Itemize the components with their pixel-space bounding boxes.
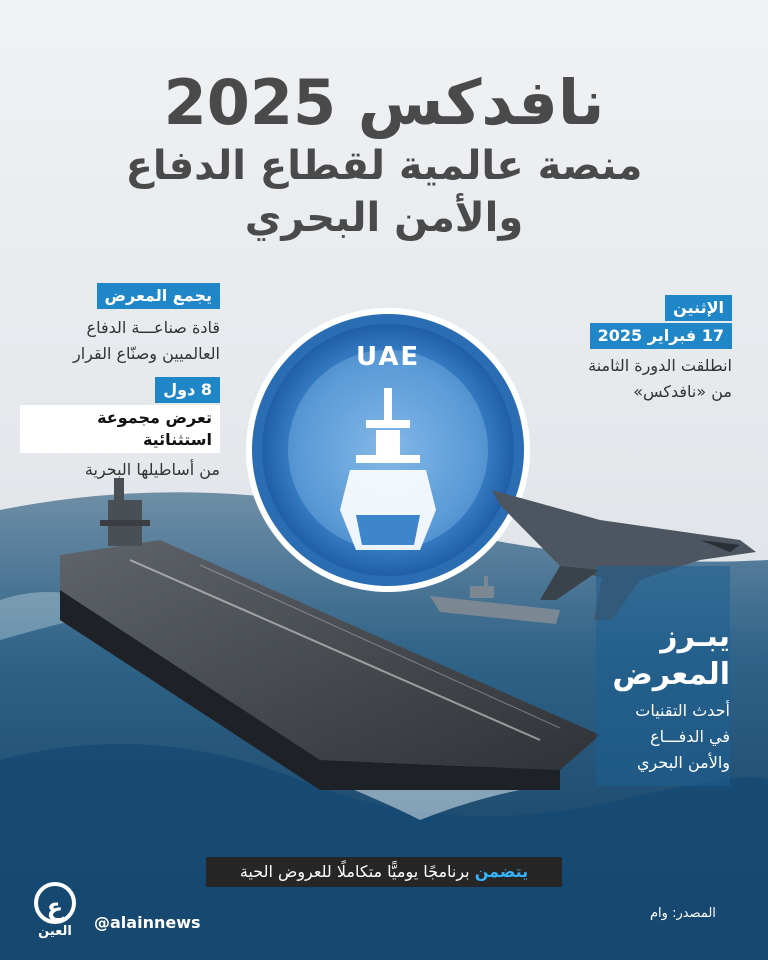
highlights-text-2: في الدفـــاع <box>650 727 730 746</box>
banner-highlight: يتضمن <box>474 862 529 881</box>
emblem-label: UAE <box>356 342 421 372</box>
monday-text-2: من «نافدكس» <box>633 382 732 401</box>
alain-logo <box>30 882 80 948</box>
logo-text: العين <box>38 924 72 939</box>
banner-text: برنامجًا يوميًّا متكاملًا للعروض الحية <box>239 862 475 881</box>
countries-block <box>20 377 220 483</box>
highlights-block <box>600 618 730 776</box>
title-block <box>0 66 768 244</box>
logo-letter-icon: ع <box>34 882 76 924</box>
title-subtitle-1: منصة عالمية لقطاع الدفاع <box>125 143 643 189</box>
gathers-block <box>20 283 220 367</box>
monday-block <box>492 295 732 405</box>
monday-date-tag: 17 فبراير 2025 <box>590 323 732 349</box>
highlights-word-2: المعرض <box>612 657 730 692</box>
title-main: نافدكس 2025 <box>163 66 605 139</box>
gathers-text-2: العالميين وصنّاع القرار <box>72 344 220 363</box>
monday-day-tag: الإثنين <box>665 295 732 321</box>
countries-heading-tag: تعرض مجموعة استثنائية <box>20 405 220 453</box>
source-credit: المصدر: وام <box>650 906 716 921</box>
highlights-word-1: يبـرز <box>660 619 730 654</box>
gathers-text-1: قادة صناعـــة الدفاع <box>86 318 220 337</box>
highlights-text-3: والأمن البحري <box>637 753 730 772</box>
countries-count-tag: 8 دول <box>155 377 220 403</box>
program-banner <box>206 857 562 887</box>
countries-text-1: من أساطيلها البحرية <box>84 460 220 479</box>
social-handle[interactable]: @alainnews <box>94 913 201 932</box>
highlights-text-1: أحدث التقنيات <box>635 701 730 720</box>
monday-text-1: انطلقت الدورة الثامنة <box>588 356 732 375</box>
title-subtitle-2: والأمن البحري <box>244 195 524 241</box>
gathers-heading-tag: يجمع المعرض <box>97 283 221 309</box>
